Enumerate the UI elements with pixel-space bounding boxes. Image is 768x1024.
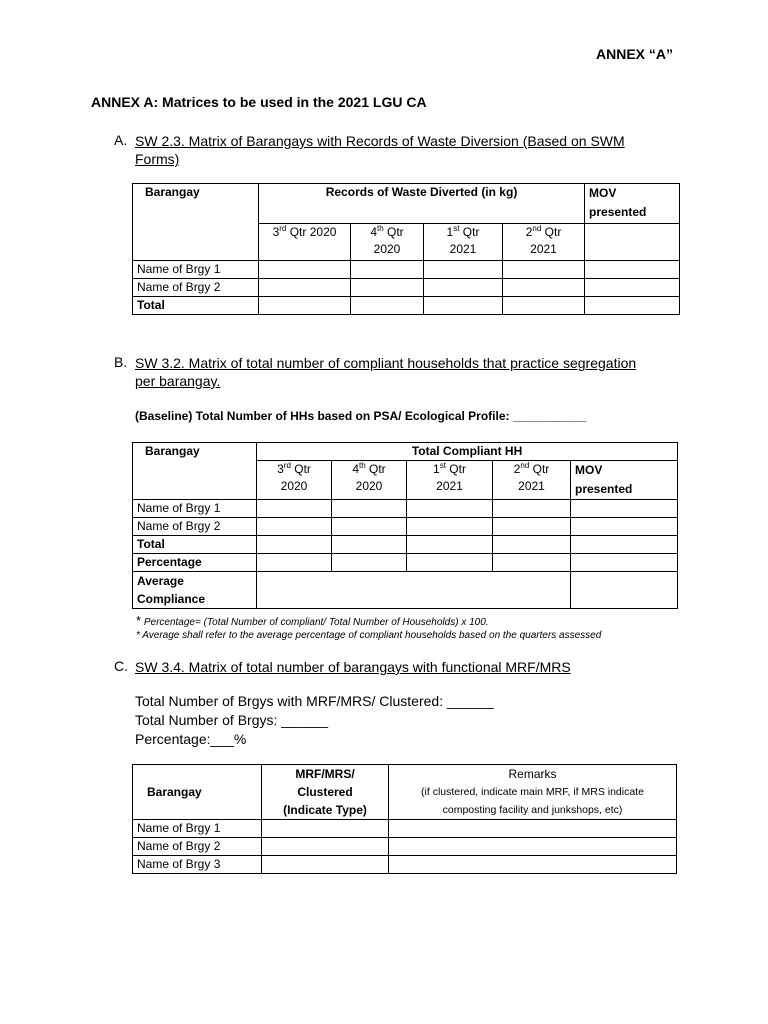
empty-cell: [493, 500, 571, 518]
quarter-suffix: nd: [532, 224, 542, 233]
quarter-suffix: st: [439, 461, 446, 470]
empty-cell: [571, 536, 678, 554]
section-a-heading-line2: Forms): [135, 151, 180, 167]
quarter-header: [257, 461, 332, 500]
quarter-num: 2: [513, 462, 521, 476]
empty-cell: [259, 279, 351, 297]
quarter-label: Qtr: [445, 462, 466, 476]
quarter-label: Qtr: [365, 462, 386, 476]
empty-cell: [351, 297, 424, 315]
section-b-heading: [135, 354, 636, 390]
quarter-header: [259, 224, 351, 261]
average-line2: Compliance: [137, 592, 206, 606]
empty-cell: [407, 554, 493, 572]
row-label: Name of Brgy 1: [133, 261, 259, 279]
empty-cell: [389, 820, 677, 838]
empty-cell: [407, 518, 493, 536]
quarter-header: [351, 224, 424, 261]
empty-cell: [424, 261, 503, 279]
col-mrf-header: [262, 765, 389, 820]
empty-cell: [351, 279, 424, 297]
quarter-label: Qtr: [529, 462, 550, 476]
empty-cell: [407, 536, 493, 554]
empty-cell: [332, 500, 407, 518]
col-mov-line1: MOV: [575, 463, 603, 477]
total-label: Total: [133, 536, 257, 554]
section-b-letter: B.: [114, 354, 128, 370]
empty-cell: [407, 500, 493, 518]
empty-cell: [257, 554, 332, 572]
col-mov-line2: presented: [575, 482, 633, 496]
empty-cell: [257, 572, 571, 609]
empty-cell: [585, 261, 680, 279]
section-b-heading-line1: SW 3.2. Matrix of total number of compliant households that practice segregation: [135, 355, 637, 371]
col-barangay-header: Barangay: [133, 765, 262, 820]
section-a-heading-line1: SW 2.3. Matrix of Barangays with Records of Waste Diversion (Based on SWM: [135, 133, 625, 149]
quarter-label: Qtr: [459, 225, 480, 239]
mrf-table: [132, 764, 677, 874]
empty-cell: [332, 518, 407, 536]
annex-label: ANNEX “A”: [596, 46, 674, 62]
empty-cell: [262, 820, 389, 838]
empty-cell: [332, 536, 407, 554]
percentage-label: Percentage: [133, 554, 257, 572]
empty-cell: [259, 261, 351, 279]
quarter-label: Qtr: [383, 225, 404, 239]
quarter-year: 2021: [530, 242, 557, 256]
brgy-count-line: Total Number of Brgys: ______: [135, 712, 328, 728]
quarter-label: Qtr 2020: [286, 225, 337, 239]
empty-cell: [585, 279, 680, 297]
empty-cell: [262, 838, 389, 856]
quarter-num: 2: [525, 225, 533, 239]
col-mrf-line2: Clustered: [297, 785, 353, 799]
section-c-letter: C.: [114, 658, 128, 674]
section-b-heading-line2: per barangay.: [135, 373, 221, 389]
col-barangay-header: Barangay: [133, 443, 257, 500]
row-label: Name of Brgy 2: [133, 518, 257, 536]
quarter-num: 1: [433, 462, 440, 476]
page-title: ANNEX A: Matrices to be used in the 2021 LGU CA: [91, 94, 427, 110]
col-mov-header: [571, 461, 678, 500]
empty-cell: [493, 554, 571, 572]
row-label: Name of Brgy 1: [133, 820, 262, 838]
footnote-average: * Average shall refer to the average percentage of compliant households based on the quarters assessed: [136, 630, 602, 641]
quarter-year: 2021: [436, 479, 463, 493]
col-mrf-line1: MRF/MRS/: [295, 767, 355, 781]
empty-cell: [503, 279, 585, 297]
row-label: Name of Brgy 2: [133, 838, 262, 856]
quarter-num: 4: [370, 225, 377, 239]
quarter-label: Qtr: [290, 462, 311, 476]
empty-cell: [424, 297, 503, 315]
quarter-header: [407, 461, 493, 500]
empty-cell: [571, 500, 678, 518]
quarter-year: 2020: [280, 479, 308, 493]
footnote-percentage: [136, 613, 489, 628]
quarter-year: 2020: [373, 242, 401, 256]
quarter-suffix: th: [377, 224, 384, 233]
empty-cell: [262, 856, 389, 874]
quarter-year: 2021: [518, 479, 545, 493]
empty-cell: [259, 297, 351, 315]
col-barangay-header: Barangay: [133, 184, 259, 261]
quarter-header: [503, 224, 585, 261]
empty-cell: [332, 554, 407, 572]
empty-cell: [389, 838, 677, 856]
quarter-num: 3: [272, 225, 280, 239]
compliant-households-table: [132, 442, 678, 609]
empty-cell: [493, 518, 571, 536]
baseline-line: (Baseline) Total Number of HHs based on PSA/ Ecological Profile: ___________: [135, 409, 587, 423]
col-mov-line1: MOV: [589, 186, 617, 200]
footnote-percentage-text: Percentage= (Total Number of compliant/ Total Number of Households) x 100.: [141, 617, 489, 628]
empty-cell: [585, 297, 680, 315]
row-label: Name of Brgy 3: [133, 856, 262, 874]
col-records-header: Records of Waste Diverted (in kg): [259, 184, 585, 224]
empty-cell: [571, 518, 678, 536]
col-total-compliant-header: Total Compliant HH: [257, 443, 678, 461]
empty-cell: [257, 500, 332, 518]
quarter-suffix: rd: [279, 224, 287, 233]
empty-cell: [503, 297, 585, 315]
quarter-num: 3: [277, 462, 284, 476]
col-remarks-note: (if clustered, indicate main MRF, if MRS indicate composting facility and junkshops, etc): [421, 786, 644, 816]
quarter-year: 2021: [449, 242, 477, 256]
mrf-count-line: Total Number of Brgys with MRF/MRS/ Clustered: ______: [135, 693, 494, 709]
quarter-header: [332, 461, 407, 500]
empty-cell: [424, 279, 503, 297]
empty-cell: [503, 261, 585, 279]
row-label: Name of Brgy 2: [133, 279, 259, 297]
average-line1: Average: [137, 574, 184, 588]
average-compliance-label: [133, 572, 257, 609]
section-a-letter: A.: [114, 132, 128, 148]
col-mrf-line3: (Indicate Type): [283, 803, 367, 817]
section-a-heading: [135, 132, 625, 168]
quarter-num: 1: [446, 225, 454, 239]
empty-cell: [571, 554, 678, 572]
row-label: Name of Brgy 1: [133, 500, 257, 518]
quarter-suffix: rd: [283, 461, 291, 470]
quarter-header: [424, 224, 503, 261]
col-mov-line2: presented: [589, 205, 647, 219]
quarter-suffix: nd: [520, 461, 530, 470]
quarter-year: 2020: [355, 479, 383, 493]
quarter-label: Qtr: [541, 225, 562, 239]
col-remarks-header: [389, 765, 677, 820]
empty-cell: [585, 224, 680, 261]
col-remarks-title: Remarks: [508, 767, 557, 781]
empty-cell: [351, 261, 424, 279]
waste-diversion-table: [132, 183, 680, 315]
empty-cell: [257, 536, 332, 554]
total-label: Total: [133, 297, 259, 315]
empty-cell: [571, 572, 678, 609]
quarter-suffix: st: [453, 224, 460, 233]
percentage-line: Percentage:___%: [135, 731, 247, 747]
quarter-num: 4: [352, 462, 359, 476]
quarter-suffix: th: [359, 461, 366, 470]
quarter-header: [493, 461, 571, 500]
empty-cell: [493, 536, 571, 554]
footnote-star: *: [136, 613, 142, 628]
empty-cell: [257, 518, 332, 536]
section-c-heading: SW 3.4. Matrix of total number of barangays with functional MRF/MRS: [135, 659, 571, 675]
col-mov-header: [585, 184, 680, 224]
empty-cell: [389, 856, 677, 874]
